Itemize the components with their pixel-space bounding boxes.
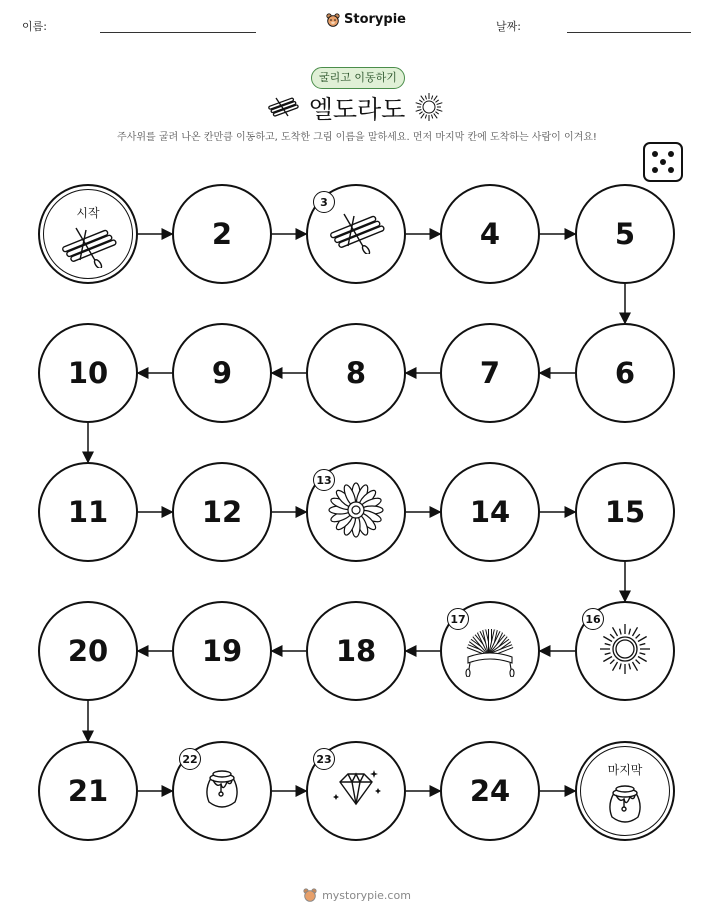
board-cell[interactable] [575,323,675,423]
cell-number: 6 [614,356,636,390]
raft-icon [58,224,118,272]
board-cell[interactable] [440,741,540,841]
honey-pot-icon [602,781,648,831]
cell-number-badge: 3 [313,191,335,213]
cell-number: 18 [335,634,377,668]
board-cell[interactable] [440,184,540,284]
cell-number: 12 [201,495,243,529]
headdress-icon [458,621,522,681]
board-cell[interactable] [38,601,138,701]
cell-number-badge: 22 [179,748,201,770]
activity-badge: 굴리고 이동하기 [311,67,405,89]
cell-number-badge: 23 [313,748,335,770]
cell-number-badge: 16 [582,608,604,630]
honey-pot-icon [199,766,245,816]
name-label: 이름: [22,20,47,33]
date-label: 날짜: [496,20,521,33]
board-cell[interactable] [172,323,272,423]
board-cell[interactable] [575,601,675,701]
cell-number: 5 [614,217,636,251]
raft-icon [326,210,386,258]
board-cell[interactable] [38,741,138,841]
footer-site: mystorypie.com [322,888,411,902]
cell-number: 20 [67,634,109,668]
cell-number: 7 [479,356,501,390]
cell-label: 마지막 [607,763,643,777]
board-cell[interactable] [440,323,540,423]
cell-number: 4 [479,217,501,251]
board-cell[interactable] [306,184,406,284]
cell-number: 19 [201,634,243,668]
board-cell[interactable] [172,462,272,562]
sun-icon [595,619,655,683]
board-cell[interactable] [38,462,138,562]
diamond-icon [328,766,384,816]
board-cell[interactable] [306,741,406,841]
board-cell[interactable] [306,601,406,701]
brand-name: Storypie [344,12,406,27]
board-cell[interactable] [575,462,675,562]
start-cell[interactable] [38,184,138,284]
cell-number: 14 [469,495,511,529]
finish-cell[interactable] [575,741,675,841]
cell-number: 11 [67,495,109,529]
board-cell[interactable] [440,462,540,562]
cell-number: 24 [469,774,511,808]
footer [0,888,714,902]
cell-label: 시작 [76,206,100,220]
flower-icon [328,482,384,542]
board-cell[interactable] [172,184,272,284]
board-cell[interactable] [172,741,272,841]
cell-number: 2 [211,217,233,251]
board-cell[interactable] [575,184,675,284]
cell-number: 8 [345,356,367,390]
instructions: 주사위를 굴려 나온 칸만큼 이동하고, 도착한 그림 이름을 말하세요. 먼저 마지막 칸에 도착하는 사람이 이겨요! [117,132,597,143]
cell-number: 21 [67,774,109,808]
cell-number-badge: 17 [447,608,469,630]
cell-number: 15 [604,495,646,529]
board-cell[interactable] [38,323,138,423]
game-title: 엘도라도 [308,95,406,124]
cell-number: 10 [67,356,109,390]
board-cell[interactable] [172,601,272,701]
board-cell[interactable] [306,462,406,562]
board-cell[interactable] [306,323,406,423]
cell-number: 9 [211,356,233,390]
cell-number-badge: 13 [313,469,335,491]
board-cell[interactable] [440,601,540,701]
bear-icon [303,888,317,902]
